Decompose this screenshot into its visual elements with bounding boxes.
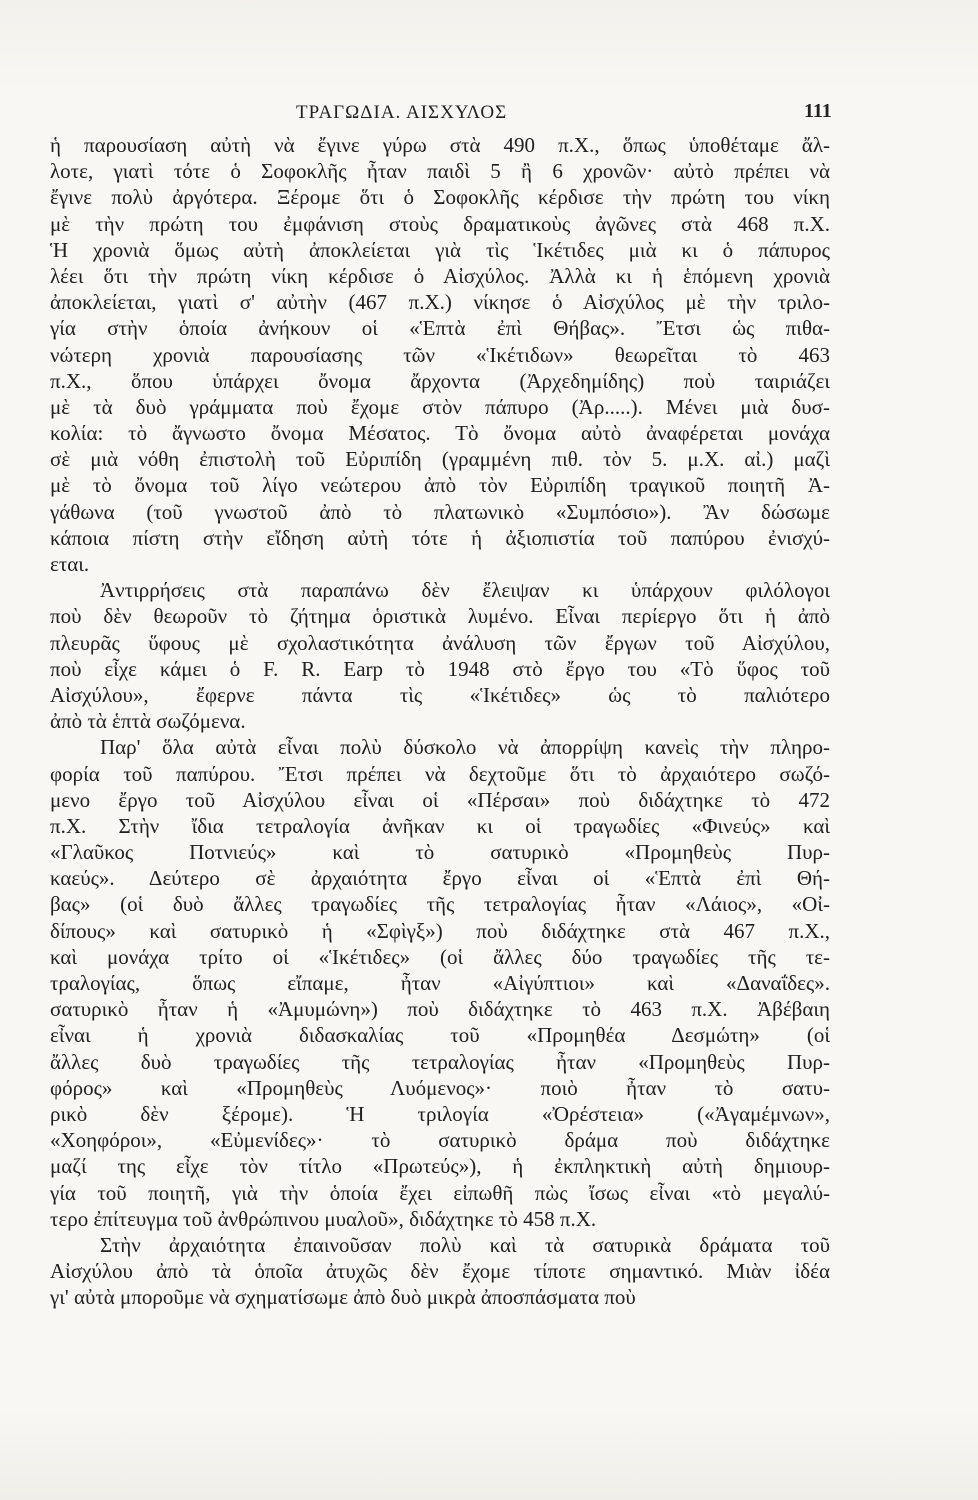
text-line: π.Χ., ὅπου ὑπάρχει ὄνομα ἄρχοντα (Ἀρχεδημίδης) ποὺ ταιριάζει — [50, 368, 830, 393]
text-line: κολία: τὸ ἄγνωστο ὄνομα Μέσατος. Τὸ ὄνομα αὐτὸ ἀναφέρεται μονάχα — [50, 421, 830, 446]
text-line: μὲ τὸ ὄνομα τοῦ λίγο νεώτερου ἀπὸ τὸν Εὐριπίδη τραγικοῦ ποιητῆ Ἀ- — [50, 473, 830, 498]
text-line: ρικὸ δὲν ξέρομε). Ἡ τριλογία «Ὀρέστεια» («Ἀγαμέμνων», — [50, 1101, 830, 1126]
text-line: γάθωνα (τοῦ γνωστοῦ ἀπὸ τὸ πλατωνικὸ «Συμπόσιο»). Ἂν δώσωμε — [50, 499, 830, 524]
text-line: καεύς». Δεύτερο σὲ ἀρχαιότητα ἔργο εἶναι οἱ «Ἑπτὰ ἐπὶ Θή- — [50, 866, 830, 891]
text-line: σὲ μιὰ νόθη ἐπιστολὴ τοῦ Εὐριπίδη (γραμμένη πιθ. τὸν 5. μ.Χ. αἰ.) μαζὶ — [50, 447, 830, 472]
text-line: ἡ παρουσίαση αὐτὴ νὰ ἔγινε γύρω στὰ 490 π.Χ., ὅπως ὑποθέταμε ἄλ- — [50, 133, 830, 157]
text-line: Αἰσχύλου ἀπὸ τὰ ὁποῖα ἀτυχῶς δὲν ἔχομε τίποτε σημαντικό. Μιὰν ἰδέα — [50, 1259, 830, 1284]
text-line: σατυρικὸ ἦταν ἡ «Ἀμυμώνη») ποὺ διδάχτηκε τὸ 463 π.Χ. Ἀβέβαιη — [50, 997, 830, 1022]
text-line: κάποια πίστη στὴν εἴδηση αὐτὴ τότε ἡ ἀξιοπιστία τοῦ παπύρου ἐνισχύ- — [50, 525, 830, 550]
text-line: ποὺ δὲν θεωροῦν τὸ ζήτημα ὁριστικὰ λυμένο. Εἶναι περίεργο ὅτι ἡ ἀπὸ — [50, 604, 830, 629]
text-line: λοτε, γιατὶ τότε ὁ Σοφοκλῆς ἦταν παιδὶ 5 ἢ 6 χρονῶν· αὐτὸ πρέπει νὰ — [50, 159, 830, 184]
text-line: γία τοῦ ποιητῆ, γιὰ τὴν ὁποία ἔχει εἰπωθῆ πὼς ἴσως εἶναι «τὸ μεγαλύ- — [50, 1180, 830, 1205]
text-line: «Γλαῦκος Ποτνιεύς» καὶ τὸ σατυρικὸ «Προμηθεὺς Πυρ- — [50, 840, 830, 865]
paragraph — [50, 577, 830, 734]
text-line: Παρ' ὅλα αὐτὰ εἶναι πολὺ δύσκολο νὰ ἀπορρίψη κανεὶς τὴν πληρο- — [100, 735, 830, 760]
running-head: ΤΡΑΓΩΔΙΑ. ΑΙΣΧΥΛΟΣ — [296, 102, 508, 123]
text-line: τερο ἐπίτευγμα τοῦ ἀνθρώπινου μυαλοῦ», διδάχτηκε τὸ 458 π.Χ. — [50, 1206, 597, 1231]
text-line: Στὴν ἀρχαιότητα ἐπαινοῦσαν πολὺ καὶ τὰ σατυρικὰ δράματα τοῦ — [100, 1232, 830, 1257]
text-line: Ἀντιρρήσεις στὰ παραπάνω δὲν ἔλειψαν κι ὑπάρχουν φιλόλογοι — [100, 578, 830, 603]
text-line: βας» (οἱ δυὸ ἄλλες τραγωδίες τῆς τετραλογίας ἦταν «Λάιος», «Οἰ- — [50, 892, 830, 917]
text-line: π.Χ. Στὴν ἴδια τετραλογία ἀνῆκαν κι οἱ τραγωδίες «Φινεύς» καὶ — [50, 813, 830, 838]
text-line: εται. — [50, 552, 90, 576]
text-line: ἔγινε πολὺ ἀργότερα. Ξέρομε ὅτι ὁ Σοφοκλῆς κέρδισε τὴν πρώτη του νίκη — [50, 185, 830, 210]
text-line: λέει ὅτι τὴν πρώτη νίκη κέρδισε ὁ Αἰσχύλος. Ἀλλὰ κι ἡ ἑπόμενη χρονιὰ — [50, 263, 830, 288]
text-line: γία στὴν ὁποία ἀνήκουν οἱ «Ἑπτὰ ἐπὶ Θήβας». Ἔτσι ὡς πιθα- — [50, 316, 830, 341]
page-number: 111 — [804, 100, 832, 122]
text-line: ἄλλες δυὸ τραγωδίες τῆς τετραλογίας ἦταν «Προμηθεὺς Πυρ- — [50, 1049, 830, 1074]
text-line: ποὺ εἶχε κάμει ὁ F. R. Earp τὸ 1948 στὸ ἔργο του «Τὸ ὕφος τοῦ — [50, 656, 830, 681]
body-text — [50, 132, 830, 1310]
text-line: γι' αὐτὰ μποροῦμε νὰ σχηματίσωμε ἀπὸ δυὸ μικρὰ ἀποσπάσματα ποὺ — [50, 1285, 636, 1310]
paragraph — [50, 132, 830, 577]
text-line: πλευρᾶς ὕφους μὲ σχολαστικότητα ἀνάλυση τῶν ἔργων τοῦ Αἰσχύλου, — [50, 630, 830, 655]
text-line: Ἡ χρονιὰ ὅμως αὐτὴ ἀποκλείεται γιὰ τὶς Ἱκέτιδες μιὰ κι ὁ πάπυρος — [50, 237, 830, 262]
text-line: καὶ μονάχα τρίτο οἱ «Ἱκέτιδες» (οἱ ἄλλες δύο τραγωδίες τῆς τε- — [50, 944, 830, 969]
text-line: ἀπὸ τὰ ἑπτὰ σωζόμενα. — [50, 709, 246, 734]
text-line: μαζί της εἶχε τὸν τίτλο «Πρωτεύς»), ἡ ἐκπληκτικὴ αὐτὴ δημιουρ- — [50, 1154, 830, 1179]
paragraph — [50, 1232, 830, 1311]
text-line: νώτερη χρονιὰ παρουσίασης τῶν «Ἱκέτιδων» θεωρεῖται τὸ 463 — [50, 342, 830, 367]
text-line: δίπους» καὶ σατυρικὸ ἡ «Σφὶγξ») ποὺ διδάχτηκε στὰ 467 π.Χ., — [50, 918, 830, 943]
text-line: μὲ τὰ δυὸ γράμματα ποὺ ἔχομε στὸν πάπυρο (Ἀρ.....). Μένει μιὰ δυσ- — [50, 394, 830, 419]
text-line: τραλογίας, ὅπως εἴπαμε, ἦταν «Αἰγύπτιοι» καὶ «Δαναΐδες». — [50, 971, 830, 995]
text-line: «Χοηφόροι», «Εὐμενίδες»· τὸ σατυρικὸ δράμα ποὺ διδάχτηκε — [50, 1128, 830, 1153]
text-line: μενο ἔργο τοῦ Αἰσχύλου εἶναι οἱ «Πέρσαι» ποὺ διδάχτηκε τὸ 472 — [50, 787, 830, 812]
paragraph — [50, 734, 830, 1232]
text-line: φόρος» καὶ «Προμηθεὺς Λυόμενος»· ποιὸ ἦταν τὸ σατυ- — [50, 1075, 830, 1100]
text-line: ἀποκλείεται, γιατὶ σ' αὐτὴν (467 π.Χ.) νίκησε ὁ Αἰσχύλος μὲ τὴν τριλο- — [50, 290, 830, 315]
text-line: μὲ τὴν πρώτη του ἐμφάνιση στοὺς δραματικοὺς ἀγῶνες στὰ 468 π.Χ. — [50, 211, 830, 236]
text-line: εἶναι ἡ χρονιὰ διδασκαλίας τοῦ «Προμηθέα Δεσμώτη» (οἱ — [50, 1023, 830, 1048]
text-line: φορία τοῦ παπύρου. Ἔτσι πρέπει νὰ δεχτοῦμε ὅτι τὸ ἀρχαιότερο σωζό- — [50, 761, 830, 786]
text-line: Αἰσχύλου», ἔφερνε πάντα τὶς «Ἱκέτιδες» ὡς τὸ παλιότερο — [50, 682, 830, 707]
